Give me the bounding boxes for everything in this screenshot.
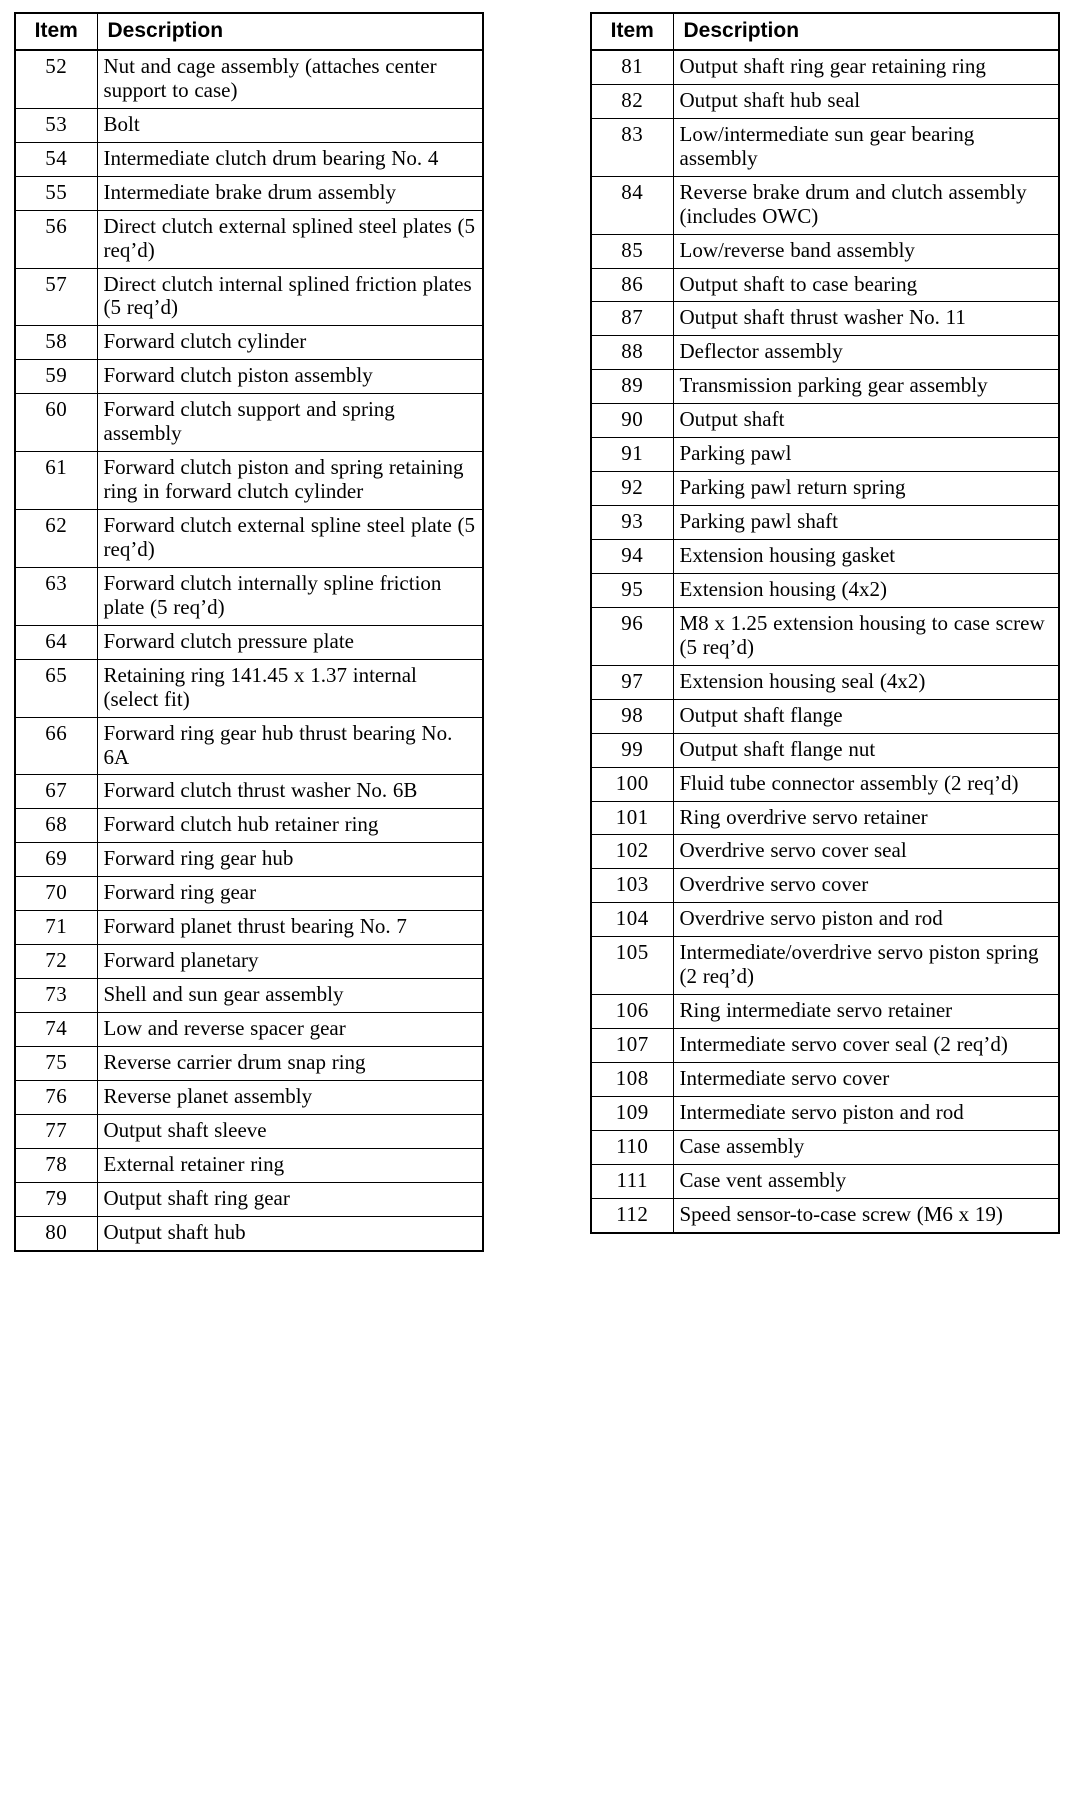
cell-item-description: Forward clutch support and spring assembly (97, 394, 483, 452)
cell-item-number: 78 (15, 1148, 97, 1182)
cell-item-description: Low/reverse band assembly (673, 234, 1059, 268)
cell-item-description: Speed sensor-to-case screw (M6 x 19) (673, 1198, 1059, 1232)
cell-item-description: Fluid tube connector assembly (2 req’d) (673, 767, 1059, 801)
cell-item-description: Reverse planet assembly (97, 1080, 483, 1114)
cell-item-number: 107 (591, 1029, 673, 1063)
cell-item-description: Case assembly (673, 1130, 1059, 1164)
table-row (15, 1080, 483, 1114)
cell-item-description: Forward planet thrust bearing No. 7 (97, 911, 483, 945)
cell-item-description: Forward ring gear hub thrust bearing No. 6A (97, 717, 483, 775)
cell-item-description: Output shaft (673, 404, 1059, 438)
cell-item-number: 84 (591, 176, 673, 234)
cell-item-number: 96 (591, 607, 673, 665)
cell-item-description: Bolt (97, 108, 483, 142)
table-row (15, 911, 483, 945)
cell-item-number: 99 (591, 733, 673, 767)
table-row (591, 903, 1059, 937)
table-row (591, 1130, 1059, 1164)
cell-item-description: Retaining ring 141.45 x 1.37 internal (select fit) (97, 659, 483, 717)
cell-item-number: 103 (591, 869, 673, 903)
table-row (591, 176, 1059, 234)
table-row (591, 1063, 1059, 1097)
table-row (591, 370, 1059, 404)
cell-item-number: 87 (591, 302, 673, 336)
cell-item-number: 94 (591, 540, 673, 574)
table-row (15, 1182, 483, 1216)
cell-item-description: Shell and sun gear assembly (97, 979, 483, 1013)
table-row (15, 210, 483, 268)
cell-item-description: Output shaft hub seal (673, 84, 1059, 118)
cell-item-number: 104 (591, 903, 673, 937)
table-row (591, 268, 1059, 302)
cell-item-number: 76 (15, 1080, 97, 1114)
table-row (15, 1216, 483, 1250)
cell-item-description: Output shaft sleeve (97, 1114, 483, 1148)
table-row (15, 452, 483, 510)
cell-item-number: 89 (591, 370, 673, 404)
cell-item-description: Overdrive servo cover (673, 869, 1059, 903)
cell-item-number: 95 (591, 573, 673, 607)
table-row (15, 510, 483, 568)
cell-item-number: 72 (15, 945, 97, 979)
cell-item-number: 59 (15, 360, 97, 394)
cell-item-number: 52 (15, 50, 97, 108)
table-row (591, 506, 1059, 540)
cell-item-number: 61 (15, 452, 97, 510)
cell-item-description: Nut and cage assembly (attaches center support to case) (97, 50, 483, 108)
cell-item-description: Forward clutch external spline steel plate (5 req’d) (97, 510, 483, 568)
table-body-left (15, 50, 483, 1251)
cell-item-description: Reverse brake drum and clutch assembly (includes OWC) (673, 176, 1059, 234)
table-row (15, 659, 483, 717)
table-row (15, 142, 483, 176)
cell-item-number: 100 (591, 767, 673, 801)
table-row (15, 176, 483, 210)
cell-item-description: Extension housing seal (4x2) (673, 665, 1059, 699)
cell-item-number: 82 (591, 84, 673, 118)
cell-item-number: 70 (15, 877, 97, 911)
table-row (591, 1164, 1059, 1198)
cell-item-description: Reverse carrier drum snap ring (97, 1046, 483, 1080)
cell-item-number: 86 (591, 268, 673, 302)
cell-item-description: Forward clutch internally spline friction plate (5 req’d) (97, 567, 483, 625)
table-row (591, 699, 1059, 733)
table-row (591, 540, 1059, 574)
table-row (15, 1046, 483, 1080)
cell-item-number: 67 (15, 775, 97, 809)
table-row (15, 326, 483, 360)
cell-item-description: Forward clutch thrust washer No. 6B (97, 775, 483, 809)
table-row (15, 843, 483, 877)
table-row (15, 945, 483, 979)
cell-item-description: Output shaft thrust washer No. 11 (673, 302, 1059, 336)
table-row (15, 1013, 483, 1047)
table-row (591, 1029, 1059, 1063)
cell-item-number: 79 (15, 1182, 97, 1216)
cell-item-description: Low/intermediate sun gear bearing assembly (673, 118, 1059, 176)
cell-item-description: Output shaft ring gear (97, 1182, 483, 1216)
table-row (15, 979, 483, 1013)
cell-item-description: Forward clutch pressure plate (97, 625, 483, 659)
cell-item-number: 112 (591, 1198, 673, 1232)
cell-item-description: Deflector assembly (673, 336, 1059, 370)
left-column (14, 12, 482, 1252)
column-header-item: Item (15, 13, 97, 50)
cell-item-description: Forward clutch piston assembly (97, 360, 483, 394)
cell-item-description: Forward clutch piston and spring retaining ring in forward clutch cylinder (97, 452, 483, 510)
cell-item-description: Direct clutch internal splined friction plates (5 req’d) (97, 268, 483, 326)
table-row (591, 1096, 1059, 1130)
table-row (591, 733, 1059, 767)
cell-item-number: 90 (591, 404, 673, 438)
table-row (591, 50, 1059, 84)
cell-item-number: 93 (591, 506, 673, 540)
table-row (591, 118, 1059, 176)
table-row (15, 567, 483, 625)
cell-item-description: Overdrive servo cover seal (673, 835, 1059, 869)
cell-item-number: 98 (591, 699, 673, 733)
cell-item-description: Parking pawl shaft (673, 506, 1059, 540)
cell-item-description: Parking pawl return spring (673, 472, 1059, 506)
cell-item-number: 74 (15, 1013, 97, 1047)
cell-item-number: 91 (591, 438, 673, 472)
table-row (15, 394, 483, 452)
cell-item-number: 88 (591, 336, 673, 370)
parts-table-left (14, 12, 484, 1252)
cell-item-number: 63 (15, 567, 97, 625)
table-body-right (591, 50, 1059, 1233)
cell-item-description: Forward ring gear (97, 877, 483, 911)
cell-item-description: Forward ring gear hub (97, 843, 483, 877)
cell-item-number: 81 (591, 50, 673, 84)
cell-item-number: 105 (591, 937, 673, 995)
cell-item-number: 92 (591, 472, 673, 506)
cell-item-number: 110 (591, 1130, 673, 1164)
cell-item-description: Case vent assembly (673, 1164, 1059, 1198)
table-header-right (591, 13, 1059, 50)
table-row (15, 809, 483, 843)
cell-item-number: 101 (591, 801, 673, 835)
cell-item-description: Intermediate servo piston and rod (673, 1096, 1059, 1130)
cell-item-description: Output shaft to case bearing (673, 268, 1059, 302)
cell-item-description: Extension housing gasket (673, 540, 1059, 574)
table-row (15, 717, 483, 775)
cell-item-description: Intermediate clutch drum bearing No. 4 (97, 142, 483, 176)
table-row (15, 360, 483, 394)
cell-item-description: Ring intermediate servo retainer (673, 995, 1059, 1029)
cell-item-number: 58 (15, 326, 97, 360)
cell-item-description: Output shaft ring gear retaining ring (673, 50, 1059, 84)
table-row (15, 1114, 483, 1148)
column-header-description: Description (673, 13, 1059, 50)
cell-item-description: Forward planetary (97, 945, 483, 979)
cell-item-description: Direct clutch external splined steel plates (5 req’d) (97, 210, 483, 268)
cell-item-description: Overdrive servo piston and rod (673, 903, 1059, 937)
cell-item-number: 69 (15, 843, 97, 877)
table-row (591, 336, 1059, 370)
cell-item-number: 56 (15, 210, 97, 268)
cell-item-number: 64 (15, 625, 97, 659)
cell-item-number: 83 (591, 118, 673, 176)
table-row (591, 767, 1059, 801)
table-row (591, 302, 1059, 336)
cell-item-description: Intermediate servo cover (673, 1063, 1059, 1097)
table-row (591, 573, 1059, 607)
table-row (591, 937, 1059, 995)
cell-item-description: Transmission parking gear assembly (673, 370, 1059, 404)
cell-item-number: 97 (591, 665, 673, 699)
table-row (15, 268, 483, 326)
cell-item-number: 73 (15, 979, 97, 1013)
cell-item-description: M8 x 1.25 extension housing to case screw (5 req’d) (673, 607, 1059, 665)
table-row (591, 472, 1059, 506)
cell-item-number: 66 (15, 717, 97, 775)
cell-item-description: Ring overdrive servo retainer (673, 801, 1059, 835)
cell-item-number: 68 (15, 809, 97, 843)
cell-item-number: 77 (15, 1114, 97, 1148)
table-row (591, 995, 1059, 1029)
cell-item-number: 75 (15, 1046, 97, 1080)
cell-item-description: Intermediate brake drum assembly (97, 176, 483, 210)
cell-item-number: 80 (15, 1216, 97, 1250)
table-row (15, 108, 483, 142)
cell-item-number: 60 (15, 394, 97, 452)
table-row (591, 835, 1059, 869)
table-row (591, 1198, 1059, 1232)
table-row (591, 869, 1059, 903)
column-header-item: Item (591, 13, 673, 50)
cell-item-description: Low and reverse spacer gear (97, 1013, 483, 1047)
cell-item-description: Extension housing (4x2) (673, 573, 1059, 607)
column-header-description: Description (97, 13, 483, 50)
table-row (591, 665, 1059, 699)
table-row (15, 877, 483, 911)
cell-item-number: 71 (15, 911, 97, 945)
cell-item-number: 53 (15, 108, 97, 142)
table-row (15, 1148, 483, 1182)
cell-item-number: 111 (591, 1164, 673, 1198)
cell-item-number: 54 (15, 142, 97, 176)
table-row (15, 775, 483, 809)
header-row (15, 13, 483, 50)
parts-table-right (590, 12, 1060, 1234)
cell-item-number: 106 (591, 995, 673, 1029)
cell-item-number: 65 (15, 659, 97, 717)
cell-item-description: Forward clutch cylinder (97, 326, 483, 360)
cell-item-description: Intermediate servo cover seal (2 req’d) (673, 1029, 1059, 1063)
table-row (591, 404, 1059, 438)
table-row (591, 801, 1059, 835)
cell-item-description: Output shaft hub (97, 1216, 483, 1250)
header-row (591, 13, 1059, 50)
cell-item-description: Output shaft flange nut (673, 733, 1059, 767)
table-row (15, 625, 483, 659)
cell-item-number: 57 (15, 268, 97, 326)
right-column (590, 12, 1058, 1234)
cell-item-number: 85 (591, 234, 673, 268)
cell-item-description: Forward clutch hub retainer ring (97, 809, 483, 843)
table-row (591, 438, 1059, 472)
table-row (15, 50, 483, 108)
cell-item-number: 108 (591, 1063, 673, 1097)
cell-item-number: 62 (15, 510, 97, 568)
table-header-left (15, 13, 483, 50)
cell-item-number: 109 (591, 1096, 673, 1130)
cell-item-description: Intermediate/overdrive servo piston spring (2 req’d) (673, 937, 1059, 995)
cell-item-number: 55 (15, 176, 97, 210)
table-row (591, 607, 1059, 665)
cell-item-description: External retainer ring (97, 1148, 483, 1182)
cell-item-number: 102 (591, 835, 673, 869)
cell-item-description: Output shaft flange (673, 699, 1059, 733)
table-row (591, 84, 1059, 118)
cell-item-description: Parking pawl (673, 438, 1059, 472)
table-row (591, 234, 1059, 268)
